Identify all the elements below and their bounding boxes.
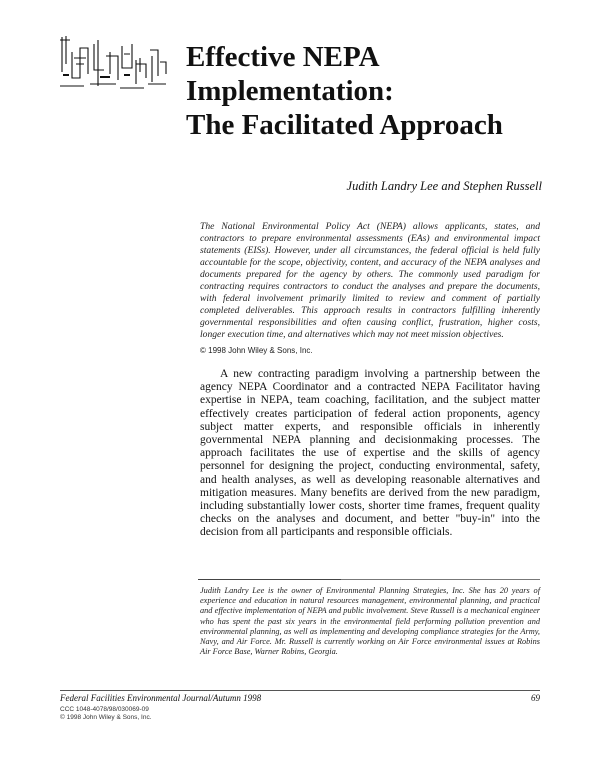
abstract-copyright: © 1998 John Wiley & Sons, Inc. bbox=[200, 346, 313, 355]
page-number: 69 bbox=[531, 693, 540, 703]
footnote-divider-light bbox=[341, 579, 540, 580]
article-body-paragraph: A new contracting paradigm involving a partnership between the agency NEPA Coordinator and a contracted NEPA Facilitator having expertise in NEPA, team coaching, facilitation, and the subject matter effectively creates participation of federal action proponents, agency subject matter experts, and responsible officials in inherently governmental NEPA planning and decisionmaking processes. The approach facilitates the use of expertise and the skills of agency personnel for designing the project, conducting environmental, safety, and health analyses, as well as developing reasonable alternatives and mitigation measures. Many benefits are derived from the new paradigm, including substantially lower costs, shorter time frames, frequent quality checks on the analyses and document, and better "buy-in" into the decision from all participants and responsible officials. bbox=[200, 368, 540, 539]
footer-divider bbox=[60, 690, 540, 691]
publisher-copyright: © 1998 John Wiley & Sons, Inc. bbox=[60, 713, 152, 721]
article-authors: Judith Landry Lee and Stephen Russell bbox=[346, 179, 542, 193]
publisher-code bbox=[60, 706, 152, 721]
author-bio: Judith Landry Lee is the owner of Environmental Planning Strategies, Inc. She has 20 years of experience and education in natural resources management, environmental planning, and practical and effective implementation of NEPA and public involvement. Steve Russell is a mechanical engineer who has spent the past six years in the environmental field performing pollution prevention and environmental planning, as well as implementing and developing compliance strategies for the Army, Navy, and Air Force. Mr. Russell is currently working on Air Force environmental issues at Robins Air Force Base, Warner Robins, Georgia. bbox=[200, 586, 540, 657]
journal-citation: Federal Facilities Environmental Journal/Autumn 1998 bbox=[60, 693, 262, 703]
title-line-2: Implementation: bbox=[186, 75, 394, 107]
issn-code: CCC 1048-4078/98/030069-09 bbox=[60, 706, 149, 713]
title-line-1: Effective NEPA bbox=[186, 41, 380, 73]
footnote-divider bbox=[198, 579, 341, 580]
journal-logo bbox=[60, 34, 168, 94]
article-abstract: The National Environmental Policy Act (NEPA) allows applicants, states, and contractors to prepare environmental assessments (EAs) and environmental impact statements (EISs). However, under all circumstances, the federal official is held fully accountable for the scope, objectivity, content, and accuracy of the NEPA analyses and documents prepared for the agency by others. The commonly used paradigm for contracting requires contractors to conduct the analyses and prepare the documents, with federal involvement primarily limited to review and comment of partially completed deliverables. This approach results in contractors fulfilling inherently governmental responsibilities and often causing conflict, frustration, higher costs, longer execution time, and alternatives which may not meet mission objectives. bbox=[200, 221, 540, 340]
article-title bbox=[186, 40, 586, 142]
title-line-3: The Facilitated Approach bbox=[186, 109, 503, 141]
